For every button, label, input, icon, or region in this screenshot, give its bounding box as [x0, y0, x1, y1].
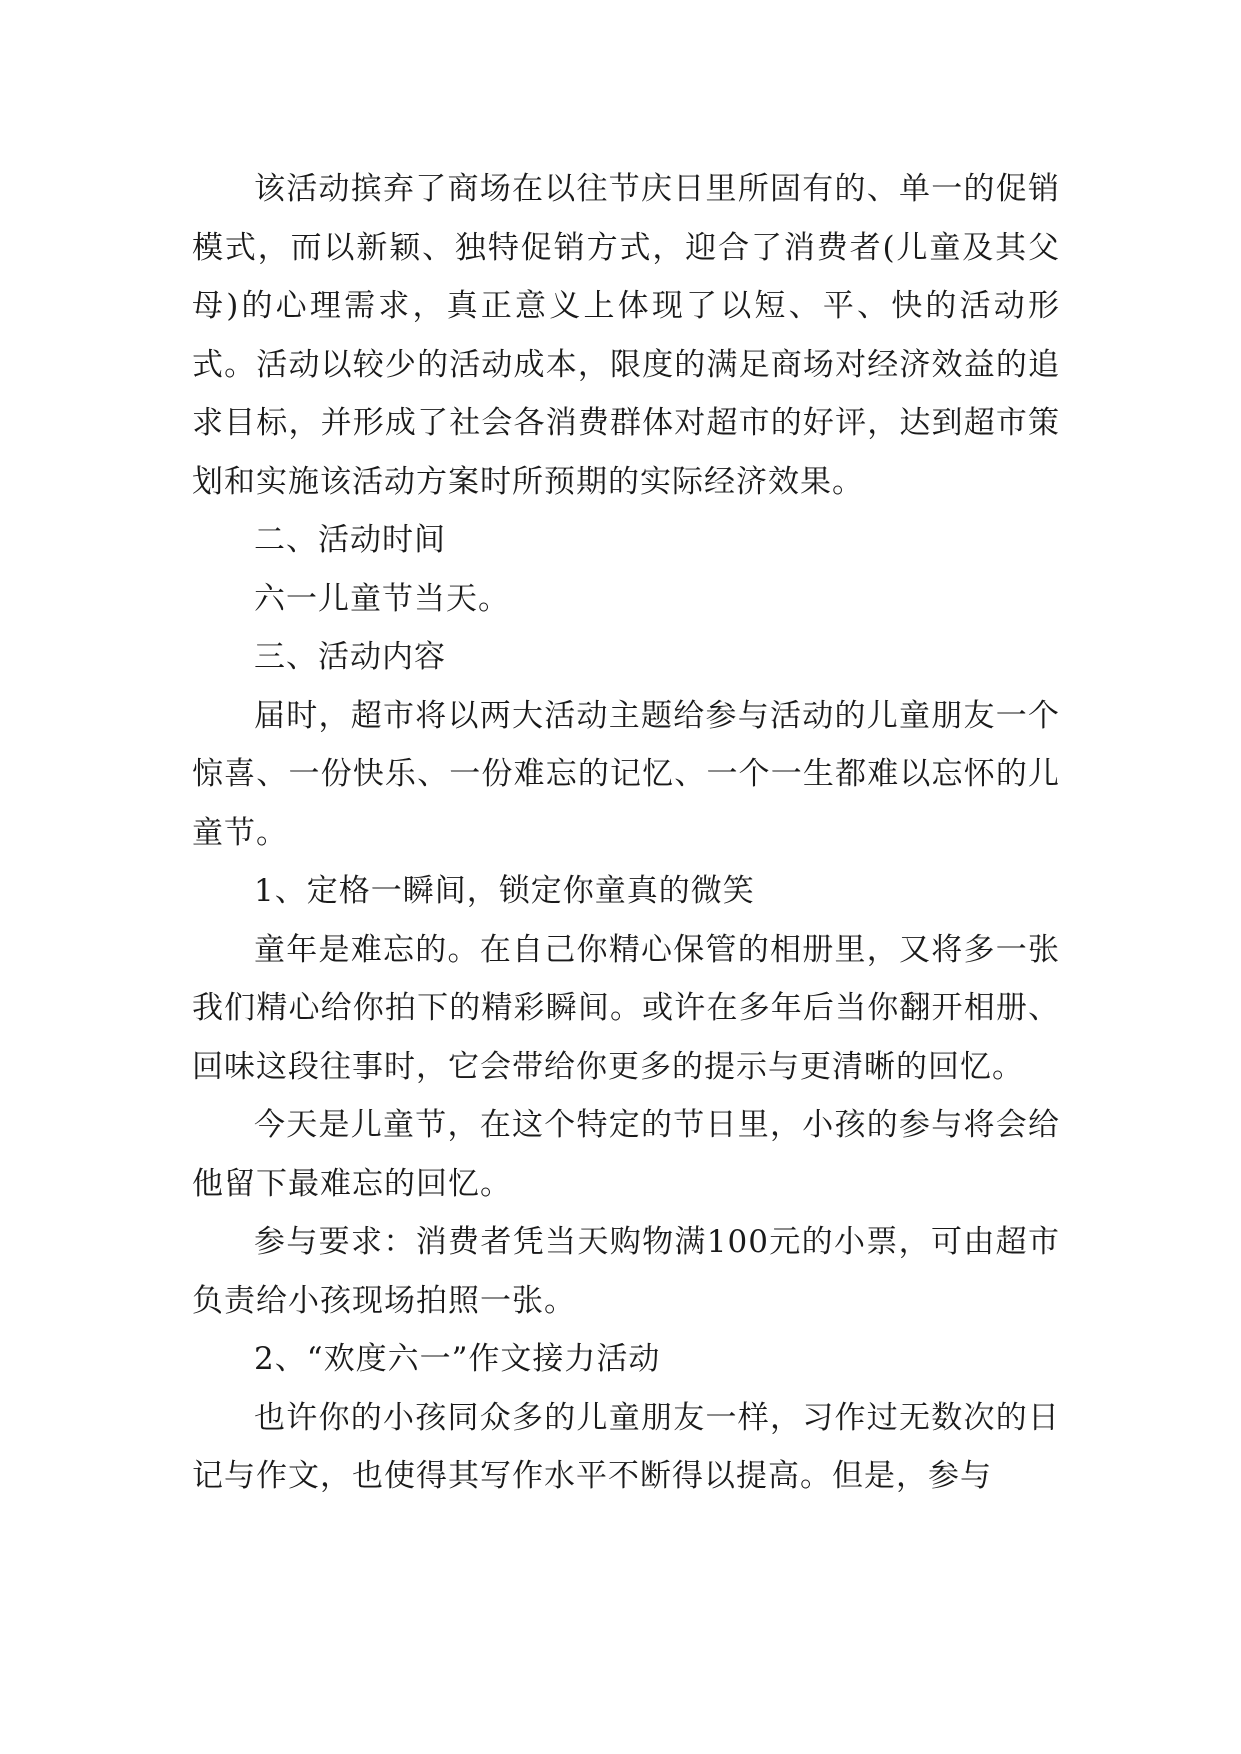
paragraph-activity-time: 六一儿童节当天。 — [254, 580, 510, 617]
paragraph-participation-requirement: 参与要求：消费者凭当天购物满100元的小票，可由超市负责给小孩现场拍照一张。 — [192, 1224, 1060, 1319]
paragraph-intro: 该活动摈弃了商场在以往节庆日里所固有的、单一的促销模式，而以新颖、独特促销方式，迎合了消费者(儿童及其父母)的心理需求，真正意义上体现了以短、平、快的活动形式。活动以较少的活动成本，限度的满足商场对经济效益的追求目标，并形成了社会各消费群体对超市的好评，达到超市策划和实施该活动方案时所预期的实际经济效果。 — [192, 171, 1060, 500]
subheading-essay-relay: 2、“欢度六一”作文接力活动 — [254, 1341, 661, 1377]
heading-activity-content: 三、活动内容 — [254, 639, 446, 675]
paragraph-activity-content: 届时，超市将以两大活动主题给参与活动的儿童朋友一个惊喜、一份快乐、一份难忘的记忆、一个一生都难以忘怀的儿童节。 — [192, 697, 1060, 851]
document-body — [192, 160, 1060, 1506]
heading-activity-time: 二、活动时间 — [254, 522, 446, 558]
paragraph-childrens-day: 今天是儿童节，在这个特定的节日里，小孩的参与将会给他留下最难忘的回忆。 — [192, 1107, 1060, 1202]
subheading-photo-activity: 1、定格一瞬间，锁定你童真的微笑 — [254, 873, 755, 909]
paragraph-essay-description: 也许你的小孩同众多的儿童朋友一样，习作过无数次的日记与作文，也使得其写作水平不断得以提高。但是，参与 — [192, 1399, 1060, 1494]
paragraph-photo-description: 童年是难忘的。在自己你精心保管的相册里，又将多一张我们精心给你拍下的精彩瞬间。或许在多年后当你翻开相册、回味这段往事时，它会带给你更多的提示与更清晰的回忆。 — [192, 931, 1060, 1085]
